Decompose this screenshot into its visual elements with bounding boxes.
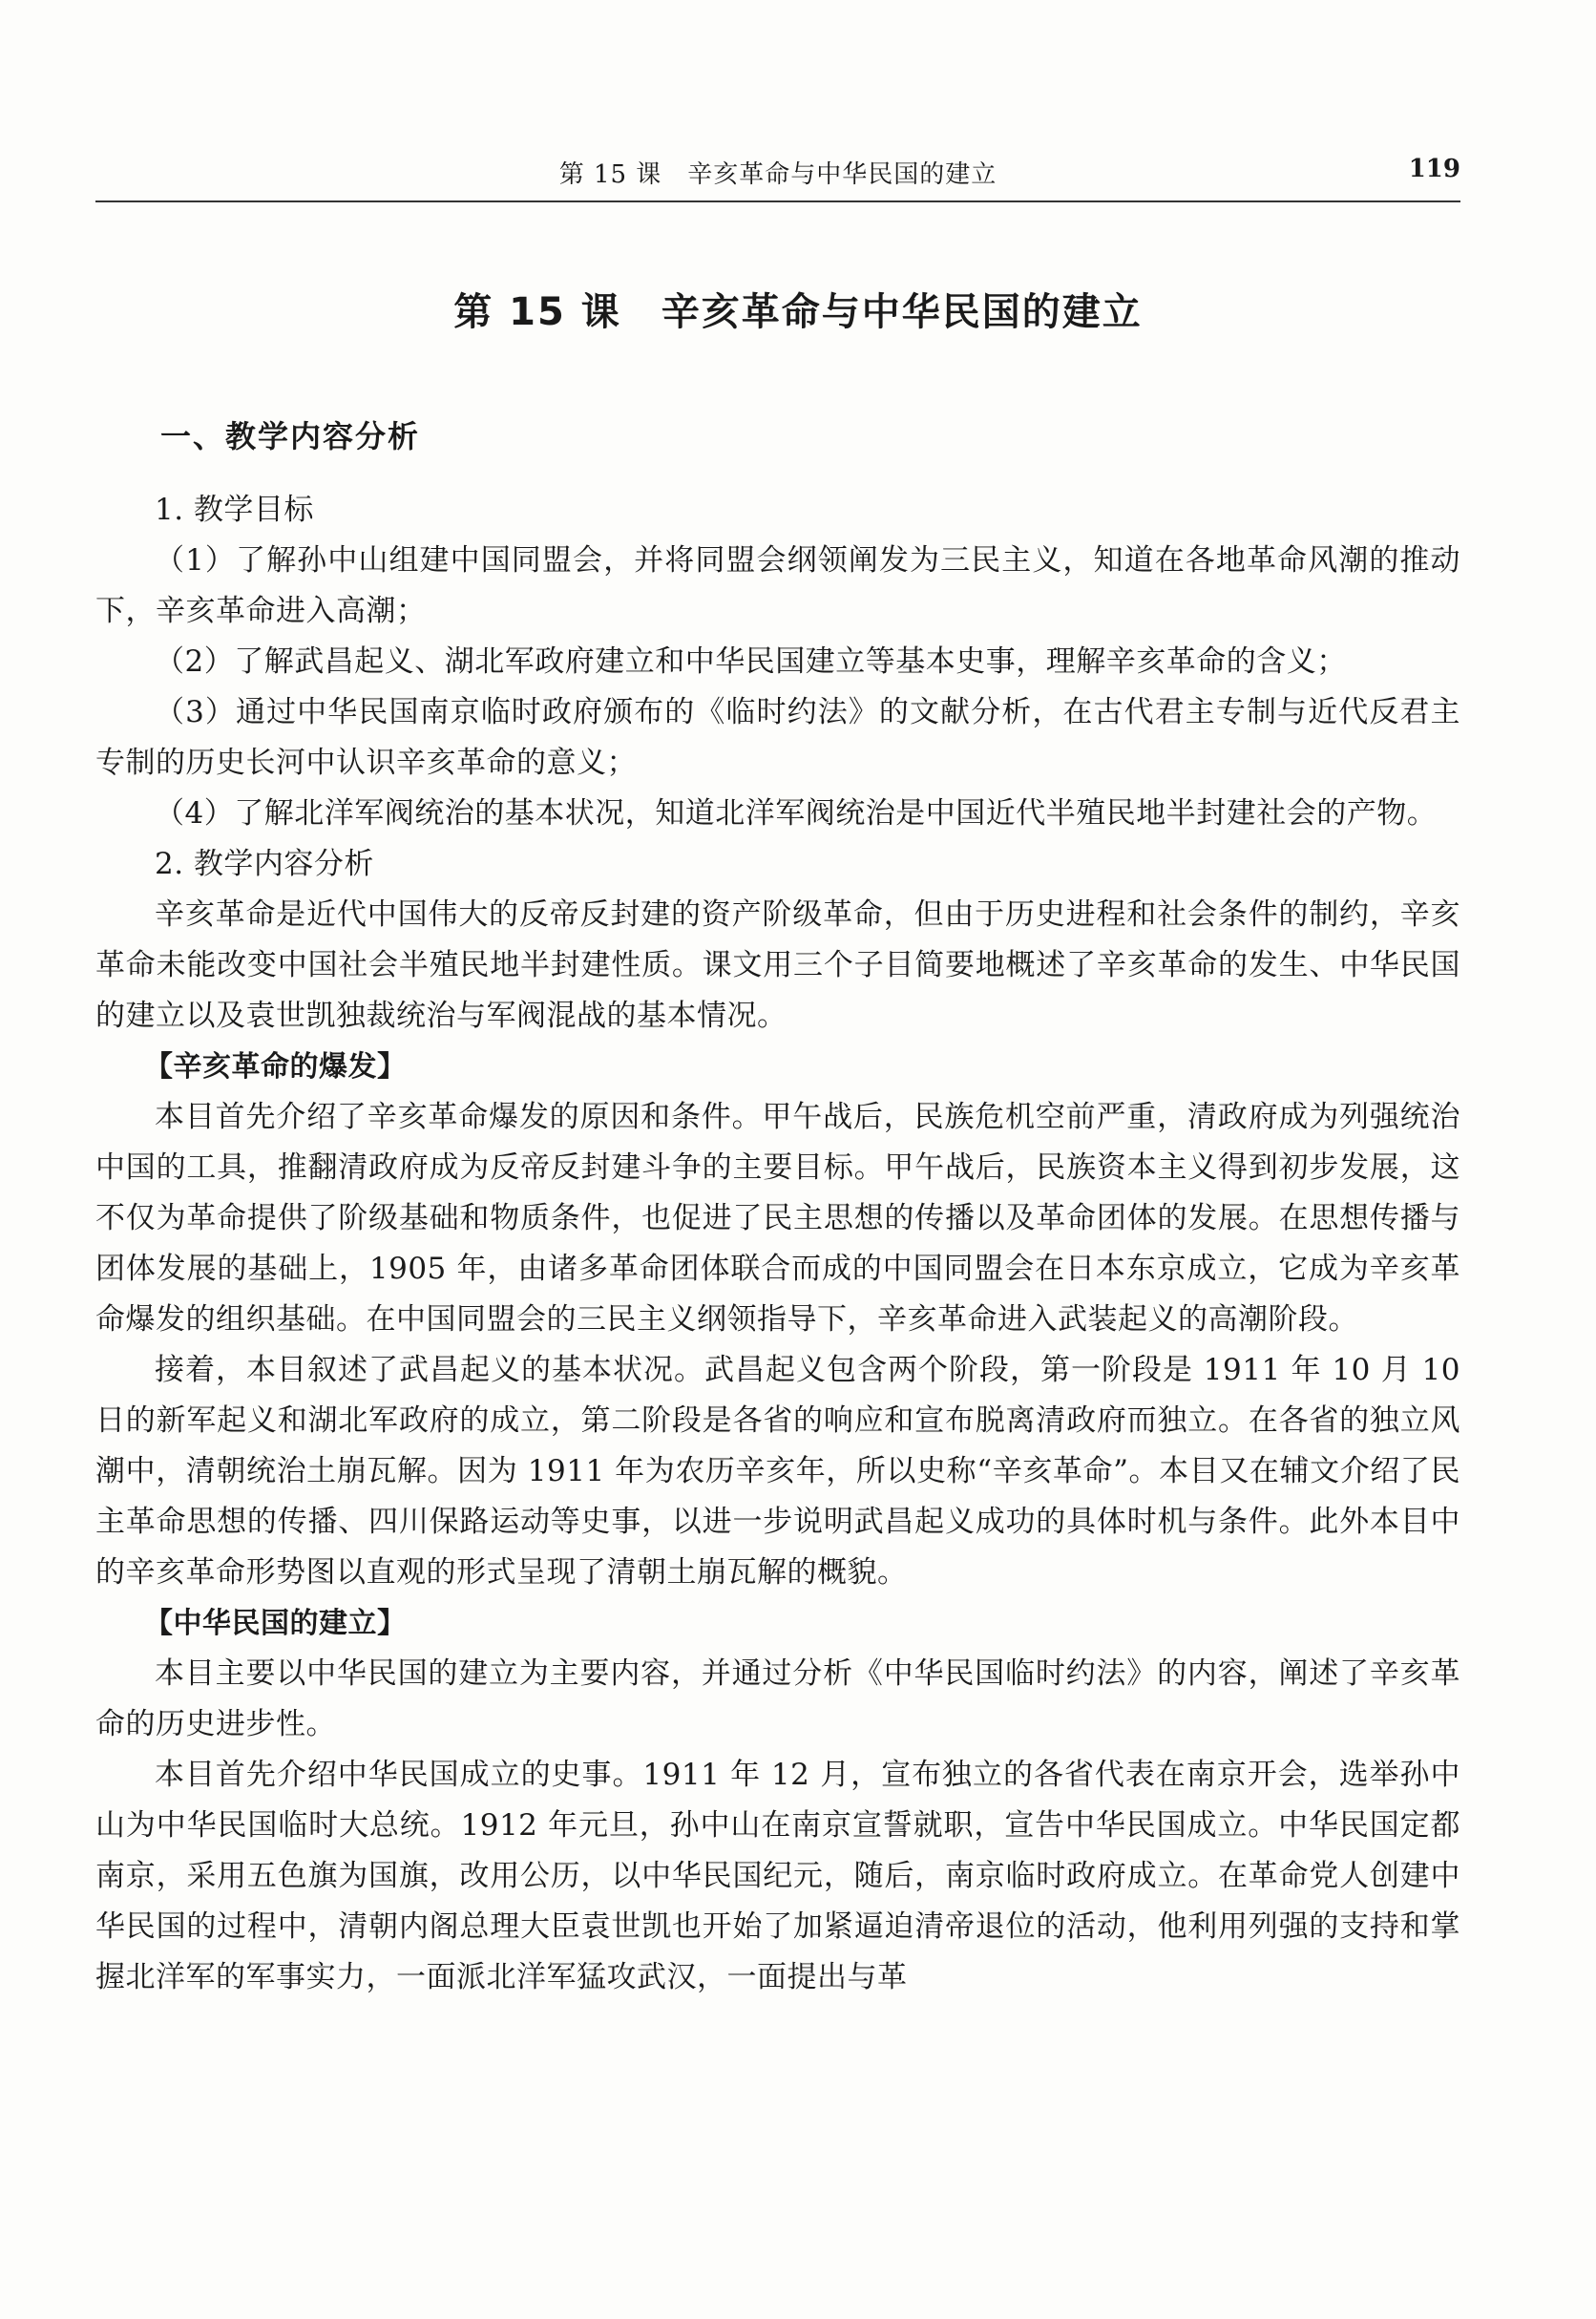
page-number: 119 [1408,155,1460,183]
paragraph: 本目首先介绍中华民国成立的史事。1911 年 12 月，宣布独立的各省代表在南京开会，选举孙中山为中华民国临时大总统。1912 年元旦，孙中山在南京宣誓就职，宣告中华民国成立。中华民国定都南京，采用五色旗为国旗，改用公历，以中华民国纪元，随后，南京临时政府成立。在革命党人创建中华民国的过程中，清朝内阁总理大臣袁世凯也开始了加紧逼迫清帝退位的活动，他利用列强的支持和掌握北洋军的军事实力，一面派北洋军猛攻武汉，一面提出与革 [95,1758,1460,1994]
goal-item-4: （4）了解北洋军阀统治的基本状况，知道北洋军阀统治是中国近代半殖民地半封建社会的产物。 [155,796,1438,831]
paragraph: 本目主要以中华民国的建立为主要内容，并通过分析《中华民国临时约法》的内容，阐述了辛亥革命的历史进步性。 [95,1656,1460,1741]
lesson-title: 第 15 课 辛亥革命与中华民国的建立 [453,290,1143,334]
bracket-heading-republic-founding: 【中华民国的建立】 [144,1607,407,1640]
paragraph: 接着，本目叙述了武昌起义的基本状况。武昌起义包含两个阶段，第一阶段是 1911 年 10 月 10 日的新军起义和湖北军政府的成立，第二阶段是各省的响应和宣布脱离清政府而独立。在各省的独立风潮中，清朝统治土崩瓦解。因为 1911 年为农历辛亥年，所以史称“辛亥革命”。本目又在辅文介绍了民主革命思想的传播、四川保路运动等史事，以进一步说明武昌起义成功的具体时机与条件。此外本目中的辛亥革命形势图以直观的形式呈现了清朝土崩瓦解的概貌。 [95,1353,1460,1590]
subheading-teaching-goals: 1. 教学目标 [155,493,314,527]
bracket-heading-revolution-outbreak: 【辛亥革命的爆发】 [144,1050,407,1084]
goal-item-2: （2）了解武昌起义、湖北军政府建立和中华民国建立等基本史事，理解辛亥革命的含义； [155,644,1347,679]
subheading-content-analysis: 2. 教学内容分析 [155,847,374,881]
running-header [95,143,1460,202]
paragraph: 辛亥革命是近代中国伟大的反帝反封建的资产阶级革命，但由于历史进程和社会条件的制约，辛亥革命未能改变中国社会半殖民地半封建性质。课文用三个子目简要地概述了辛亥革命的发生、中华民国的建立以及袁世凯独裁统治与军阀混战的基本情况。 [95,897,1460,1033]
goal-item-1: （1）了解孙中山组建中国同盟会，并将同盟会纲领阐发为三民主义，知道在各地革命风潮的推动下，辛亥革命进入高潮； [95,543,1460,628]
goal-item-3: （3）通过中华民国南京临时政府颁布的《临时约法》的文献分析，在古代君主专制与近代反君主专制的历史长河中认识辛亥革命的意义； [95,695,1460,780]
running-header-title: 第 15 课 辛亥革命与中华民国的建立 [558,160,998,189]
body-text [95,485,1460,2003]
paragraph: 本目首先介绍了辛亥革命爆发的原因和条件。甲午战后，民族危机空前严重，清政府成为列强统治中国的工具，推翻清政府成为反帝反封建斗争的主要目标。甲午战后，民族资本主义得到初步发展，这不仅为革命提供了阶级基础和物质条件，也促进了民主思想的传播以及革命团体的发展。在思想传播与团体发展的基础上，1905 年，由诸多革命团体联合而成的中国同盟会在日本东京成立，它成为辛亥革命爆发的组织基础。在中国同盟会的三民主义纲领指导下，辛亥革命进入武装起义的高潮阶段。 [95,1100,1460,1337]
section-heading: 一、教学内容分析 [160,418,421,454]
